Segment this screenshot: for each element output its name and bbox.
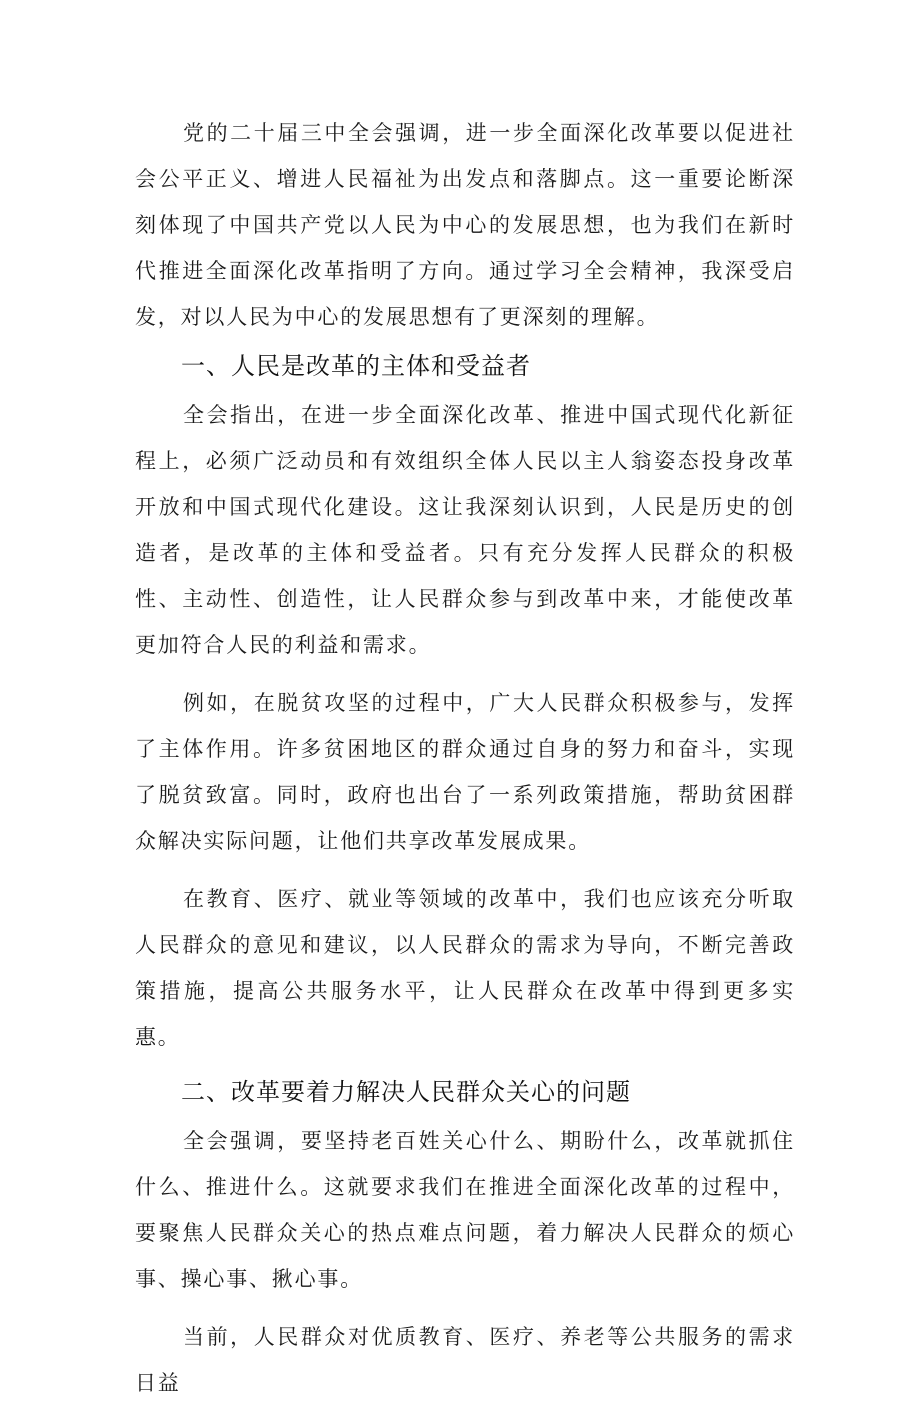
section-2-paragraph-2: 当前，人民群众对优质教育、医疗、养老等公共服务的需求日益 bbox=[135, 1325, 795, 1395]
section-2-heading: 二、改革要着力解决人民群众关心的问题 bbox=[181, 1078, 631, 1106]
section-2-paragraph-1: 全会强调，要坚持老百姓关心什么、期盼什么，改革就抓住什么、推进什么。这就要求我们在推进全面深化改革的过程中，要聚焦人民群众关心的热点难点问题，着力解决人民群众的烦心事、操心事、揪心事。 bbox=[135, 1129, 795, 1291]
section-1-paragraph-3: 在教育、医疗、就业等领域的改革中，我们也应该充分听取人民群众的意见和建议，以人民群众的需求为导向，不断完善政策措施，提高公共服务水平，让人民群众在改革中得到更多实惠。 bbox=[135, 887, 795, 1049]
document-page bbox=[135, 110, 795, 1406]
section-1-paragraph-2: 例如，在脱贫攻坚的过程中，广大人民群众积极参与，发挥了主体作用。许多贫困地区的群众通过自身的努力和奋斗，实现了脱贫致富。同时，政府也出台了一系列政策措施，帮助贫困群众解决实际问题，让他们共享改革发展成果。 bbox=[135, 691, 795, 853]
section-1-paragraph-1: 全会指出，在进一步全面深化改革、推进中国式现代化新征程上，必须广泛动员和有效组织全体人民以主人翁姿态投身改革开放和中国式现代化建设。这让我深刻认识到，人民是历史的创造者，是改革的主体和受益者。只有充分发挥人民群众的积极性、主动性、创造性，让人民群众参与到改革中来，才能使改革更加符合人民的利益和需求。 bbox=[135, 403, 795, 657]
intro-paragraph: 党的二十届三中全会强调，进一步全面深化改革要以促进社会公平正义、增进人民福祉为出发点和落脚点。这一重要论断深刻体现了中国共产党以人民为中心的发展思想，也为我们在新时代推进全面深化改革指明了方向。通过学习全会精神，我深受启发，对以人民为中心的发展思想有了更深刻的理解。 bbox=[135, 121, 795, 329]
section-1-heading: 一、人民是改革的主体和受益者 bbox=[181, 352, 531, 380]
